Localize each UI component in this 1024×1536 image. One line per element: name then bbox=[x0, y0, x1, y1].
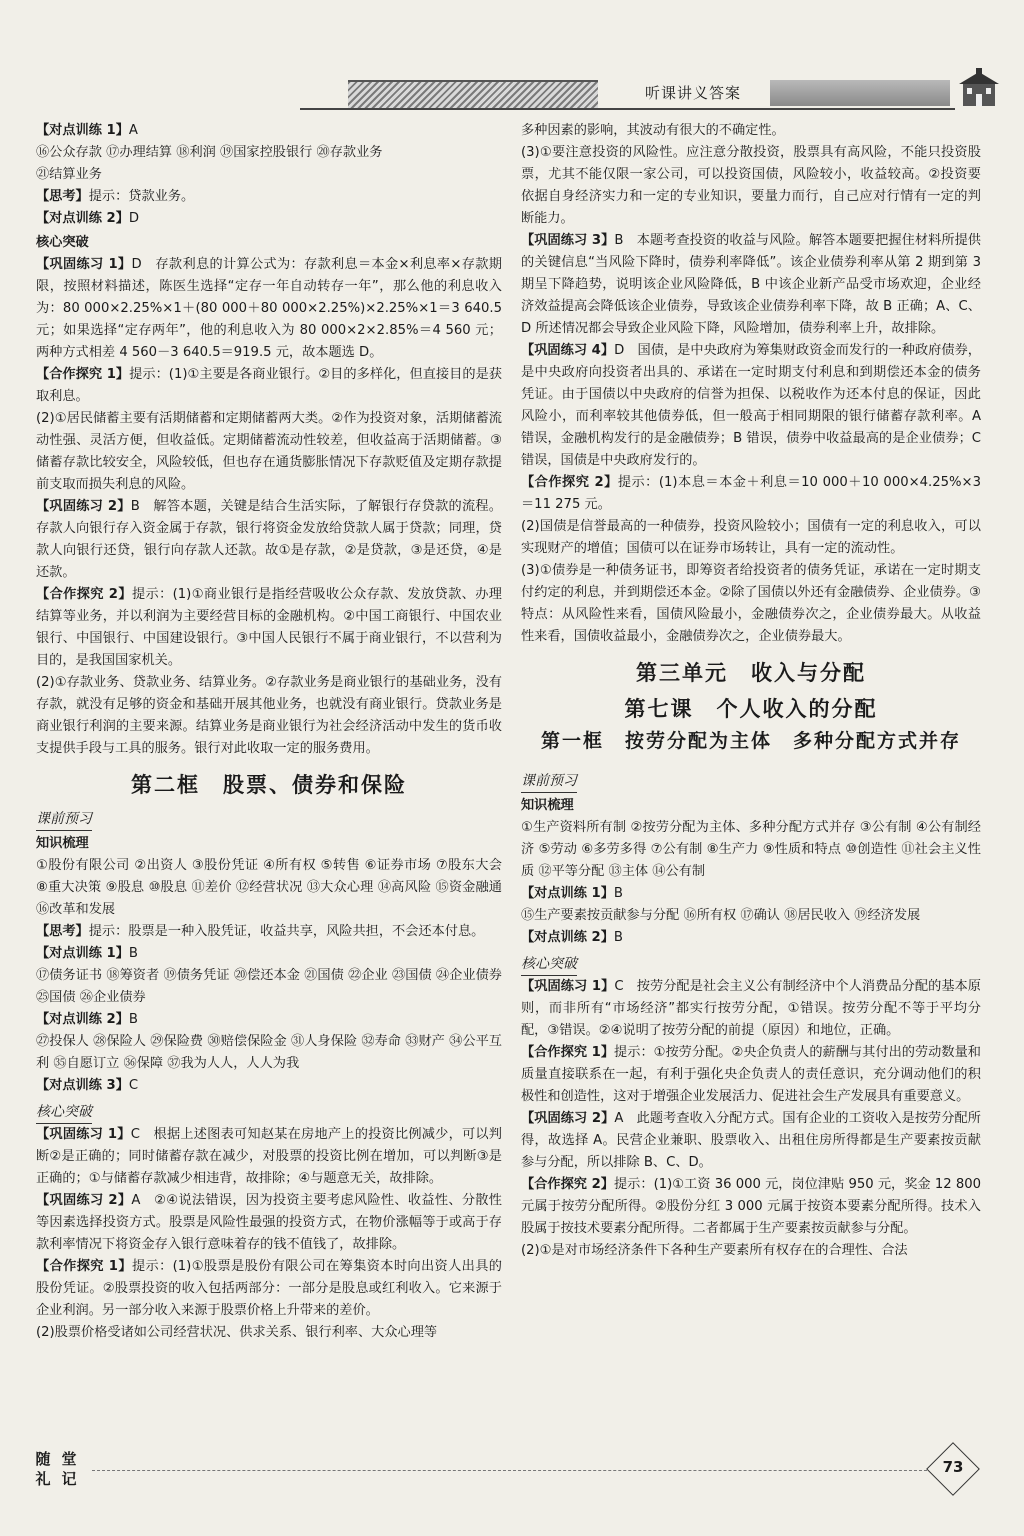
answer-paragraph bbox=[36, 855, 502, 921]
answer-text: C bbox=[128, 1078, 139, 1093]
left-column bbox=[36, 120, 502, 1344]
answer-paragraph bbox=[521, 905, 981, 927]
answer-text: (3)①债券是一种债务证书，即筹资者给投资者的债务凭证，承诺在一定时期支付约定的利息，并到期偿还本金。②除了国债以外还有金融债券、企业债券。③特点：从风险性来看，国债风险最小，金融债券次之，企业债券最大。从收益性来看，国债收益最小，金融债券次之，企业债券最大。 bbox=[521, 563, 981, 644]
notes-char: 礼 bbox=[35, 1470, 51, 1488]
answer-label: 【对点训练 1】 bbox=[521, 886, 614, 901]
answer-text: (2)国债是信誉最高的一种债券，投资风险较小；国债有一定的利息收入，可以实现财产的增值；国债可以在证券市场转让，具有一定的流动性。 bbox=[521, 519, 981, 556]
answer-label: 【巩固练习 3】 bbox=[521, 233, 615, 248]
answer-text: D 国债，是中央政府为筹集财政资金而发行的一种政府债券，是中央政府向投资者出具的、承诺在一定时期支付利息和到期偿还本金的债务凭证。由于国债以中央政府的信誉为担保、以税收作为还本付息的保证，因此风险小，而利率较其他债券低，但一般高于相同期限的银行储蓄存款利率。A 错误，金融机构发行的是金融债券；B 错误，债券中收益最高的是企业债券；C 错误，国债是中央政府发行的。 bbox=[521, 343, 981, 468]
answer-paragraph bbox=[521, 817, 981, 883]
answer-text: A bbox=[128, 123, 138, 138]
answer-text: 多种因素的影响，其波动有很大的不确定性。 bbox=[521, 123, 785, 138]
answer-paragraph bbox=[36, 186, 502, 208]
answer-text: 提示：(1)①商业银行是指经营吸收公众存款、发放贷款、办理结算等业务，并以利润为主要经营目标的金融机构。②中国工商银行、中国农业银行、中国银行、中国建设银行。③中国人民银行不属于商业银行，不以营利为目的，是我国国家机关。 bbox=[36, 587, 502, 668]
answer-paragraph bbox=[36, 1256, 502, 1322]
answer-text: ①生产资料所有制 ②按劳分配为主体、多种分配方式并存 ③公有制 ④公有制经济 ⑤劳动 ⑥多劳多得 ⑦公有制 ⑧生产力 ⑨性质和特点 ⑩创造性 ⑪社会主义性质 ⑫平等分配 ⑬主体 ⑭公有制 bbox=[521, 820, 981, 879]
answer-paragraph bbox=[521, 1108, 981, 1174]
answer-text: 提示：贷款业务。 bbox=[88, 189, 195, 204]
answer-paragraph bbox=[36, 584, 502, 672]
subsection-heading: 核心突破 bbox=[36, 235, 89, 250]
handwritten-heading-row bbox=[521, 949, 981, 976]
answer-text: 提示：(1)①主要是各商业银行。②目的多样化，但直接目的是获取利息。 bbox=[36, 367, 502, 404]
answer-text: C 根据上述图表可知赵某在房地产上的投资比例减少，可以判断②是正确的；同时储蓄存款在减少，对股票的投资比例在增加，可以判断③是正确的；①与储蓄存款减少相违背，故排除；④与题意无关，故排除。 bbox=[36, 1127, 502, 1186]
answer-label: 【合作探究 1】 bbox=[521, 1045, 615, 1060]
answer-paragraph bbox=[521, 927, 981, 949]
handwritten-heading: 核心突破 bbox=[36, 1101, 92, 1124]
answer-paragraph bbox=[36, 1009, 502, 1031]
subsection-heading: 知识梳理 bbox=[36, 836, 89, 851]
answer-text: (3)①要注意投资的风险性。应注意分散投资，股票具有高风险，不能只投资股票，尤其不能仅限一家公司，可以投资国债，风险较小，收益较高。②投资要依据自身经济实力和一定的专业知识，要量力而行，自己应对行情有一定的判断能力。 bbox=[521, 145, 981, 226]
answer-paragraph bbox=[36, 142, 502, 164]
answer-paragraph bbox=[521, 1174, 981, 1240]
answer-paragraph bbox=[521, 142, 981, 230]
answer-text: ⑰债务证书 ⑱筹资者 ⑲债务凭证 ⑳偿还本金 ㉑国债 ㉒企业 ㉓国债 ㉔企业债券 ㉕国债 ㉖企业债券 bbox=[36, 968, 502, 1005]
answer-label: 【合作探究 1】 bbox=[36, 1259, 132, 1274]
answer-paragraph bbox=[521, 516, 981, 560]
answer-text: 提示：(1)本息＝本金＋利息＝10 000＋10 000×4.25%×3＝11 275 元。 bbox=[521, 475, 981, 512]
answer-paragraph bbox=[36, 1322, 502, 1344]
answer-paragraph bbox=[36, 364, 502, 408]
footer-dashed-line bbox=[92, 1470, 932, 1471]
answer-text: B bbox=[613, 886, 623, 901]
answer-label: 【合作探究 1】 bbox=[36, 367, 130, 382]
answer-label: 【合作探究 2】 bbox=[521, 475, 618, 490]
section-title: 第七课 个人收入的分配 bbox=[624, 697, 878, 721]
answer-paragraph bbox=[36, 672, 502, 760]
answer-label: 【对点训练 2】 bbox=[36, 211, 129, 226]
answer-text: A 此题考查收入分配方式。国有企业的工资收入是按劳分配所得，故选择 A。民营企业兼职、股票收入、出租住房所得都是生产要素按贡献参与分配，所以排除 B、C、D。 bbox=[521, 1111, 981, 1170]
answer-paragraph bbox=[521, 230, 981, 340]
answer-label: 【巩固练习 4】 bbox=[521, 343, 615, 358]
answer-label: 【巩固练习 1】 bbox=[36, 1127, 131, 1142]
answer-label: 【巩固练习 1】 bbox=[521, 979, 615, 994]
answer-label: 【思考】 bbox=[36, 189, 89, 204]
answer-text: ㉗投保人 ㉘保险人 ㉙保险费 ㉚赔偿保险金 ㉛人身保险 ㉜寿命 ㉝财产 ㉞公平互利 ㉟自愿订立 ㊱保障 ㊲我为人人，人人为我 bbox=[36, 1034, 502, 1071]
answer-label: 【对点训练 2】 bbox=[521, 930, 614, 945]
answer-paragraph bbox=[521, 1042, 981, 1108]
answer-paragraph bbox=[36, 965, 502, 1009]
answer-paragraph bbox=[521, 883, 981, 905]
right-column bbox=[521, 120, 981, 1262]
answer-label: 【巩固练习 2】 bbox=[36, 499, 131, 514]
subsection-heading: 知识梳理 bbox=[521, 798, 574, 813]
answer-text: 提示：股票是一种入股凭证，收益共享，风险共担，不会还本付息。 bbox=[88, 924, 485, 939]
page-header bbox=[300, 76, 1010, 110]
answer-label: 【巩固练习 2】 bbox=[521, 1111, 615, 1126]
handwritten-heading-row bbox=[521, 766, 981, 793]
answer-paragraph bbox=[521, 120, 981, 142]
page-number: 73 bbox=[942, 1458, 964, 1476]
answer-label: 【合作探究 2】 bbox=[521, 1177, 614, 1192]
answer-label: 【巩固练习 1】 bbox=[36, 257, 132, 272]
answer-paragraph bbox=[521, 1240, 981, 1262]
handwritten-heading: 核心突破 bbox=[521, 953, 577, 976]
answer-label: 【对点训练 1】 bbox=[36, 946, 129, 961]
notes-char: 记 bbox=[61, 1470, 77, 1488]
notes-char: 随 bbox=[35, 1450, 51, 1468]
answer-paragraph bbox=[521, 340, 981, 472]
answer-paragraph bbox=[521, 560, 981, 648]
answer-label: 【合作探究 2】 bbox=[36, 587, 132, 602]
handwritten-heading-row bbox=[36, 1097, 502, 1124]
answer-text: B bbox=[128, 1012, 138, 1027]
school-building-icon bbox=[955, 68, 1003, 108]
answer-paragraph bbox=[36, 208, 502, 230]
section-title: 第二框 股票、债券和保险 bbox=[131, 773, 407, 797]
answer-text: D bbox=[128, 211, 140, 226]
answer-text: ⑮生产要素按贡献参与分配 ⑯所有权 ⑰确认 ⑱居民收入 ⑲经济发展 bbox=[521, 908, 921, 923]
answer-paragraph bbox=[36, 254, 502, 364]
answer-text: 提示：(1)①工资 36 000 元，岗位津贴 950 元，奖金 12 800 元属于按劳分配所得。②股份分红 3 000 元属于按资本要素分配所得。技术入股属于按技术要素分配所得。二者都属于生产要素按贡献参与分配。 bbox=[521, 1177, 981, 1236]
answer-text: (2)①是对市场经济条件下各种生产要素所有权存在的合理性、合法 bbox=[521, 1243, 908, 1258]
answer-text: C 按劳分配是社会主义公有制经济中个人消费品分配的基本原则，而非所有“市场经济”都实行按劳分配，①错误。按劳分配不等于平均分配，③错误。②④说明了按劳分配的前提（原因）和地位，正确。 bbox=[521, 979, 981, 1038]
answer-paragraph bbox=[36, 1124, 502, 1190]
section-title: 第三单元 收入与分配 bbox=[636, 661, 866, 685]
answer-text: (2)①居民储蓄主要有活期储蓄和定期储蓄两大类。②作为投资对象，活期储蓄流动性强、灵活方便，但收益低。定期储蓄流动性较差，但收益高于活期储蓄。③储蓄存款比较安全，风险较低，但也存在通货膨胀情况下存款贬值及定期存款提前支取而损失利息的风险。 bbox=[36, 411, 502, 492]
answer-paragraph bbox=[36, 120, 502, 142]
answer-text: (2)股票价格受诸如公司经营状况、供求关系、银行利率、大众心理等 bbox=[36, 1325, 438, 1340]
answer-paragraph bbox=[36, 408, 502, 496]
answer-text: B bbox=[128, 946, 138, 961]
answer-paragraph bbox=[36, 1075, 502, 1097]
answer-label: 【对点训练 1】 bbox=[36, 123, 129, 138]
answer-text: B 本题考查投资的收益与风险。解答本题要把握住材料所提供的关键信息“当风险下降时，债券利率降低”。该企业债券利率从第 2 期到第 3 期呈下降趋势，说明该企业风险降低，B 中该企业新产品受市场欢迎，企业经济效益提高会降低该企业债券，导致该企业债券利率下降，故 B 正确；A、C、D 所述情况都会导致企业风险下降，风险增加，债券利率上升，故排除。 bbox=[521, 233, 981, 336]
header-hatch-decoration bbox=[348, 80, 598, 108]
answer-text: B 解答本题，关键是结合生活实际，了解银行存贷款的流程。存款人向银行存入资金属于存款，银行将资金发放给贷款人属于贷款；同理，贷款人向银行还贷，银行向存款人还款。故①是存款，②是贷款，③是还贷，④是还款。 bbox=[36, 499, 502, 580]
notes-char: 堂 bbox=[61, 1450, 77, 1468]
notes-box bbox=[30, 1448, 90, 1494]
answer-paragraph bbox=[36, 1190, 502, 1256]
answer-text: A ②④说法错误，因为投资主要考虑风险性、收益性、分散性等因素选择投资方式。股票是风险性最强的投资方式，在物价涨幅等于或高于存款利率情况下将资金存入银行意味着存的钱不值钱了，故排除。 bbox=[36, 1193, 502, 1252]
answer-label: 【思考】 bbox=[36, 924, 89, 939]
answer-text: ①股份有限公司 ②出资人 ③股份凭证 ④所有权 ⑤转售 ⑥证券市场 ⑦股东大会 ⑧重大决策 ⑨股息 ⑩股息 ⑪差价 ⑫经营状况 ⑬大众心理 ⑭高风险 ⑮资金融通 ⑯改革和发展 bbox=[36, 858, 502, 917]
handwritten-heading: 课前预习 bbox=[521, 770, 577, 793]
answer-label: 【巩固练习 2】 bbox=[36, 1193, 132, 1208]
answer-label: 【对点训练 3】 bbox=[36, 1078, 129, 1093]
answer-text: ⑯公众存款 ⑰办理结算 ⑱利润 ⑲国家控股银行 ⑳存款业务 bbox=[36, 145, 383, 160]
answer-text: ㉑结算业务 bbox=[36, 167, 102, 182]
answer-paragraph bbox=[36, 164, 502, 186]
answer-paragraph bbox=[36, 921, 502, 943]
handwritten-heading-row bbox=[36, 804, 502, 831]
answer-paragraph bbox=[521, 472, 981, 516]
handwritten-heading: 课前预习 bbox=[36, 808, 92, 831]
section-title: 第一框 按劳分配为主体 多种分配方式并存 bbox=[540, 730, 961, 752]
header-title: 听课讲义答案 bbox=[645, 84, 742, 102]
answer-paragraph bbox=[36, 943, 502, 965]
answer-paragraph bbox=[36, 496, 502, 584]
header-rule bbox=[300, 108, 955, 110]
answer-label: 【对点训练 2】 bbox=[36, 1012, 129, 1027]
page-number-badge bbox=[930, 1448, 976, 1488]
answer-paragraph bbox=[521, 976, 981, 1042]
answer-text: B bbox=[613, 930, 623, 945]
answer-text: 提示：(1)①股票是股份有限公司在筹集资本时向出资人出具的股份凭证。②股票投资的收入包括两部分：一部分是股息或红利收入。它来源于企业利润。另一部分收入来源于股票价格上升带来的差价。 bbox=[36, 1259, 502, 1318]
header-bar-decoration bbox=[770, 80, 950, 106]
answer-text: 提示：①按劳分配。②央企负责人的薪酬与其付出的劳动数量和质量直接联系在一起，有利于强化央企负责人的责任意识，充分调动他们的积极性和创造性，这对于增强企业发展活力、促进社会生产发展具有重要意义。 bbox=[521, 1045, 981, 1104]
answer-text: D 存款利息的计算公式为：存款利息＝本金×利息率×存款期限，按照材料描述，陈医生选择“定存一年自动转存一年”，那么他的利息收入为：80 000×2.25%×1＋(80 000＋80 000×2.25%)×2.25%×1＝3 640.5 元；如果选择“定存两年”，他的利息收入为 80 000×2×2.85%＝4 560 元；两种方式相差 4 560－3 640.5＝919.5 元，故本题选 D。 bbox=[36, 257, 502, 360]
answer-text: (2)①存款业务、贷款业务、结算业务。②存款业务是商业银行的基础业务，没有存款，就没有足够的资金和基础开展其他业务，也就没有商业银行。贷款业务是商业银行利润的主要来源。结算业务是商业银行为社会经济活动中发生的货币收支提供手段与工具的服务。银行对此收取一定的服务费用。 bbox=[36, 675, 502, 756]
answer-paragraph bbox=[36, 1031, 502, 1075]
